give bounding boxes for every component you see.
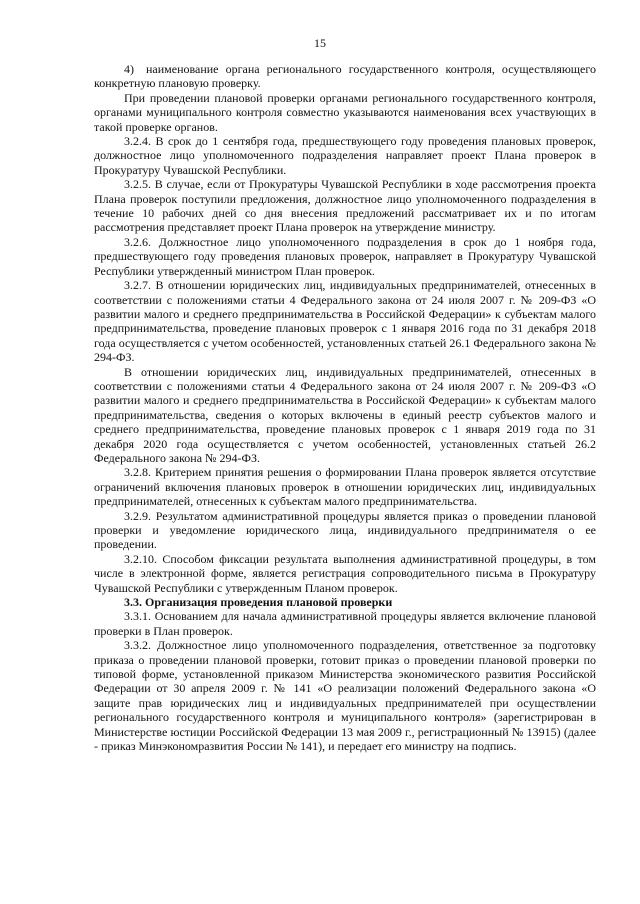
section-heading-3-3: 3.3. Организация проведения плановой проверки <box>124 595 393 610</box>
page-number: 15 <box>314 36 326 50</box>
paragraph-3-2-10: 3.2.10. Способом фиксации результата выполнения административной процедуры, в том числе в электронной форме, является регистрация сопроводительного письма в Прокуратуру Чувашской Республики с утвержденным Планом проверок. <box>94 551 596 595</box>
paragraph-3-2-4: 3.2.4. В срок до 1 сентября года, предшествующего году проведения плановых проверок, должностное лицо уполномоченного подразделения направляет проект Плана проверок в Прокуратуру Чувашской Республики. <box>94 134 596 177</box>
paragraph-3-3-2: 3.3.2. Должностное лицо уполномоченного подразделения, ответственное за подготовку приказа о проведении плановой проверки, готовит приказ о проведении плановой проверки по типовой форме, установленной приказом Министерства экономического развития Российской Федерации от 30 апреля 2009 г. № 141 «О реализации положений Федерального закона «О защите прав юридических лиц и индивидуальных предпринимателей при осуществлении регионального государственного контроля и муниципального контроля» (зарегистрирован в Министерстве юстиции Российской Федерации 13 мая 2009 г., регистрационный № 13915) (далее - приказ Минэкономразвития России № 141), и передает его министру на подпись. <box>94 638 596 754</box>
paragraph-3-2-5: 3.2.5. В случае, если от Прокуратуры Чувашской Республики в ходе рассмотрения проекта Плана проверок поступили предложения, должностное лицо уполномоченного подразделения в течение 10 рабочих дней со дня внесения предложений рассматривает их и по итогам рассмотрения представляет проект Плана проверок на утверждение министру. <box>94 177 596 235</box>
paragraph-joint-inspection: При проведении плановой проверки органами регионального государственного контроля, органами муниципального контроля совместно указываются наименования всех участвующих в такой проверке органов. <box>94 90 596 134</box>
paragraph-3-2-7: 3.2.7. В отношении юридических лиц, индивидуальных предпринимателей, отнесенных в соответствии с положениями статьи 4 Федерального закона от 24 июля 2007 г. № 209-ФЗ «О развитии малого и среднего предпринимательства в Российской Федерации» к субъектам малого предпринимательства, проведение плановых проверок с 1 января 2016 года по 31 декабря 2018 года осуществляется с учетом особенностей, установленных статьей 26.1 Федерального закона № 294-ФЗ. <box>94 278 596 365</box>
paragraph-4-item: 4) наименование органа регионального государственного контроля, осуществляющего конкретную плановую проверку. <box>94 62 596 91</box>
paragraph-3-2-7-continued: В отношении юридических лиц, индивидуальных предпринимателей, отнесенных в соответствии с положениями статьи 4 Федерального закона от 24 июля 2007 г. № 209-ФЗ «О развитии малого и среднего предпринимательства в Российской Федерации» к субъектам малого предпринимательства, сведения о которых включены в единый реестр субъектов малого и среднего предпринимательства, проведение плановых проверок с 1 января 2019 года по 31 декабря 2020 года осуществляется с учетом особенностей, установленных статьей 26.2 Федерального закона № 294-ФЗ. <box>94 364 596 465</box>
paragraph-3-2-9: 3.2.9. Результатом административной процедуры является приказ о проведении плановой проверки и уведомление юридического лица, индивидуального предпринимателя о ее проведении. <box>94 508 596 552</box>
paragraph-3-3-1: 3.3.1. Основанием для начала административной процедуры является включение плановой проверки в План проверок. <box>94 609 596 638</box>
paragraph-3-2-8: 3.2.8. Критерием принятия решения о формировании Плана проверок является отсутствие ограничений включения плановых проверок в отношении юридических лиц, индивидуальных предпринимателей, отнесенных к субъектам малого предпринимательства. <box>94 465 596 509</box>
document-body <box>94 62 596 754</box>
paragraph-3-2-6: 3.2.6. Должностное лицо уполномоченного подразделения в срок до 1 ноября года, предшествующего году проведения плановых проверок, направляет в Прокуратуру Чувашской Республики утвержденный министром План проверок. <box>94 234 596 278</box>
